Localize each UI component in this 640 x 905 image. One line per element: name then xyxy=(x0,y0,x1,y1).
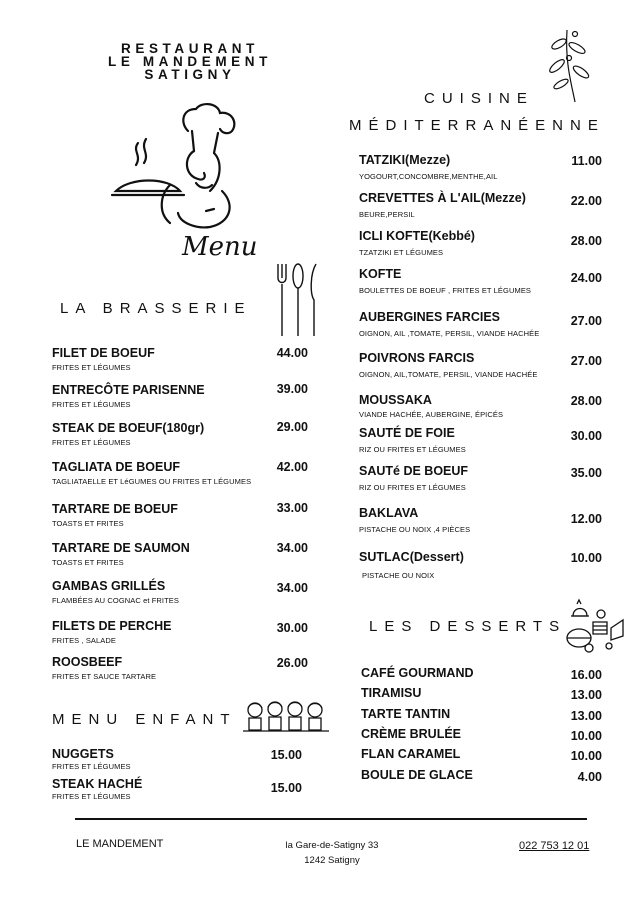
desserts-icon xyxy=(563,598,627,654)
restaurant-name-line1: RESTAURANT xyxy=(121,41,259,56)
dessert-item-flan-caramel: FLAN CARAMEL xyxy=(361,747,461,761)
menu-item-price: 26.00 xyxy=(276,656,308,670)
footer-divider xyxy=(75,818,587,820)
menu-item-nuggets: NUGGETS FRITES ET LÉGUMES xyxy=(52,747,131,771)
children-icon xyxy=(243,700,329,734)
footer-address xyxy=(282,840,382,866)
desserts-title: LES DESSERTS xyxy=(369,618,567,635)
footer-address-line2: 1242 Satigny xyxy=(304,855,360,866)
menu-item-price: 29.00 xyxy=(276,420,308,434)
menu-item-price: 22.00 xyxy=(570,194,602,208)
chef-logo-icon xyxy=(110,95,258,265)
cuisine-title-line1: CUISINE xyxy=(424,90,534,107)
menu-item-price: 42.00 xyxy=(276,460,308,474)
restaurant-name xyxy=(80,42,300,81)
menu-item-tartare-de-boeuf: TARTARE DE BOEUF TOASTS ET FRITES xyxy=(52,502,178,528)
footer-name: LE MANDEMENT xyxy=(76,838,164,850)
menu-item-price: 15.00 xyxy=(270,781,302,795)
olive-branch-icon xyxy=(545,22,595,104)
menu-item-steak-de-boeuf: STEAK DE BOEUF(180gr) FRITES ET LÉGUMES xyxy=(52,421,205,447)
menu-item-price: 30.00 xyxy=(570,429,602,443)
restaurant-name-line3: SATIGNY xyxy=(144,67,236,82)
dessert-price: 10.00 xyxy=(570,729,602,743)
menu-item-baklava: BAKLAVA PISTACHE OU NOIX ,4 PIÈCES xyxy=(359,506,471,534)
menu-item-price: 28.00 xyxy=(570,394,602,408)
footer-phone[interactable]: 022 753 12 01 xyxy=(519,840,590,852)
menu-item-price: 34.00 xyxy=(276,541,308,555)
menu-item-moussaka: MOUSSAKA VIANDE HACHÉE, AUBERGINE, ÉPICÉS xyxy=(359,393,504,419)
menu-item-saute-de-boeuf: SAUTé DE BOEUF RIZ OU FRITES ET LÉGUMES xyxy=(359,464,469,492)
menu-item-saute-de-foie: SAUTÉ DE FOIE RIZ OU FRITES ET LÉGUMES xyxy=(359,426,466,454)
menu-item-filet-de-boeuf: FILET DE BOEUF FRITES ET LÉGUMES xyxy=(52,346,155,372)
menu-item-price: 11.00 xyxy=(571,154,602,168)
footer-address-line1: la Gare-de-Satigny 33 xyxy=(285,840,379,851)
restaurant-name-line2: LE MANDEMENT xyxy=(108,54,272,69)
menu-item-price: 27.00 xyxy=(570,354,602,368)
menu-item-price: 44.00 xyxy=(276,346,308,360)
menu-item-price: 30.00 xyxy=(276,621,308,635)
menu-item-price: 10.00 xyxy=(570,551,602,565)
menu-item-icli-kofte: ICLI KOFTE(Kebbé) TZATZIKI ET LÉGUMES xyxy=(359,229,475,257)
menu-item-price: 33.00 xyxy=(276,501,308,515)
menu-item-entrecote: ENTRECÔTE PARISENNE FRITES ET LÉGUMES xyxy=(52,383,205,409)
menu-item-sutlac: SUTLAC(Dessert) PISTACHE OU NOIX xyxy=(359,550,464,580)
menu-item-filets-de-perche: FILETS DE PERCHE FRITES , SALADE xyxy=(52,619,172,645)
menu-item-price: 15.00 xyxy=(270,748,302,762)
enfant-title: MENU ENFANT xyxy=(52,711,237,728)
menu-item-price: 24.00 xyxy=(570,271,602,285)
menu-item-gambas: GAMBAS GRILLÉS FLAMBÉES AU COGNAC et FRITES xyxy=(52,579,179,605)
menu-item-price: 34.00 xyxy=(276,581,308,595)
dessert-price: 10.00 xyxy=(570,749,602,763)
dessert-item-cafe-gourmand: CAFÉ GOURMAND xyxy=(361,666,474,680)
brasserie-title: LA BRASSERIE xyxy=(60,300,252,317)
dessert-price: 16.00 xyxy=(570,668,602,682)
menu-item-price: 35.00 xyxy=(570,466,602,480)
logo-text: Menu xyxy=(182,232,258,262)
dessert-item-boule-de-glace: BOULE DE GLACE xyxy=(361,768,473,782)
menu-item-price: 28.00 xyxy=(570,234,602,248)
menu-item-price: 12.00 xyxy=(570,512,602,526)
menu-item-aubergines: AUBERGINES FARCIES OIGNON, AIL ,TOMATE, PERSIL, VIANDE HACHÉE xyxy=(359,310,540,338)
dessert-item-creme-brulee: CRÈME BRULÉE xyxy=(361,727,462,741)
menu-item-price: 39.00 xyxy=(276,382,308,396)
dessert-item-tarte-tantin: TARTE TANTIN xyxy=(361,707,451,721)
dessert-price: 13.00 xyxy=(570,688,602,702)
dessert-price: 4.00 xyxy=(577,770,602,784)
cutlery-icon xyxy=(272,260,324,340)
menu-item-price: 27.00 xyxy=(570,314,602,328)
menu-item-roosbeef: ROOSBEEF FRITES ET SAUCE TARTARE xyxy=(52,655,157,681)
cuisine-title-line2: MÉDITERRANÉENNE xyxy=(349,117,605,134)
menu-item-tagliata: TAGLIATA DE BOEUF TAGLIATAELLE ET LéGUMES OU FRITES ET LÉGUMES xyxy=(52,460,252,486)
menu-item-kofte: KOFTE BOULETTES DE BOEUF , FRITES ET LÉGUMES xyxy=(359,267,532,295)
menu-item-tatziki: TATZIKI(Mezze) YOGOURT,CONCOMBRE,MENTHE,AIL xyxy=(359,153,498,181)
dessert-price: 13.00 xyxy=(570,709,602,723)
dessert-item-tiramisu: TIRAMISU xyxy=(361,686,422,700)
menu-item-steak-hache: STEAK HACHÉ FRITES ET LÉGUMES xyxy=(52,777,143,801)
menu-item-tartare-de-saumon: TARTARE DE SAUMON TOASTS ET FRITES xyxy=(52,541,190,567)
menu-item-poivrons: POIVRONS FARCIS OIGNON, AIL,TOMATE, PERSIL, VIANDE HACHÉE xyxy=(359,351,538,379)
menu-item-crevettes: CREVETTES À L'AIL(Mezze) BEURE,PERSIL xyxy=(359,191,526,219)
